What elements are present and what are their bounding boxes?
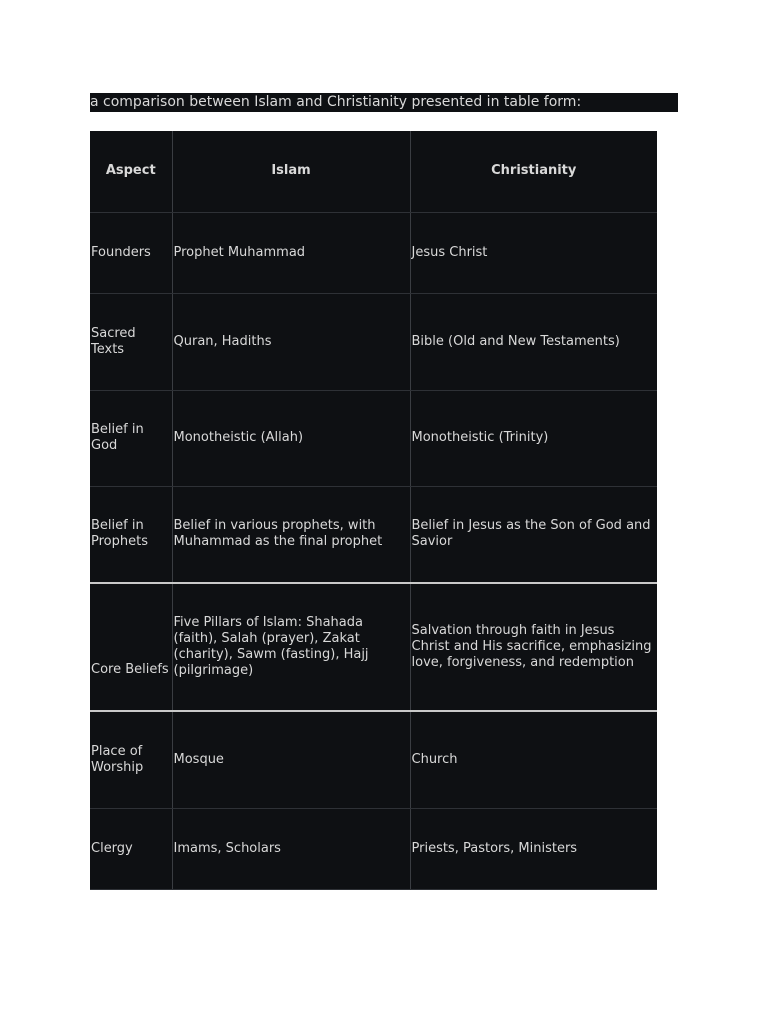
- cell-christianity: Jesus Christ: [410, 212, 657, 293]
- cell-islam: Mosque: [172, 711, 410, 808]
- cell-aspect: Core Beliefs: [90, 583, 172, 711]
- column-header-aspect: Aspect: [90, 131, 172, 212]
- table-row: [90, 808, 657, 889]
- cell-islam: Imams, Scholars: [172, 808, 410, 889]
- column-header-islam: Islam: [172, 131, 410, 212]
- table-row: [90, 486, 657, 583]
- cell-aspect: Clergy: [90, 808, 172, 889]
- table-row: [90, 711, 657, 808]
- cell-aspect: Founders: [90, 212, 172, 293]
- cell-christianity: Belief in Jesus as the Son of God and Savior: [410, 486, 657, 583]
- table-header-row: [90, 131, 657, 212]
- table-row: [90, 390, 657, 486]
- cell-aspect: Place of Worship: [90, 711, 172, 808]
- cell-christianity: Priests, Pastors, Ministers: [410, 808, 657, 889]
- cell-islam: Belief in various prophets, with Muhammad as the final prophet: [172, 486, 410, 583]
- table-row: [90, 293, 657, 390]
- cell-christianity: Bible (Old and New Testaments): [410, 293, 657, 390]
- cell-aspect: Belief in God: [90, 390, 172, 486]
- cell-islam: Quran, Hadiths: [172, 293, 410, 390]
- cell-aspect: Sacred Texts: [90, 293, 172, 390]
- cell-islam: Five Pillars of Islam: Shahada (faith), Salah (prayer), Zakat (charity), Sawm (fasting), Hajj (pilgrimage): [172, 583, 410, 711]
- cell-islam: Monotheistic (Allah): [172, 390, 410, 486]
- comparison-table: [90, 131, 657, 890]
- cell-aspect: Belief in Prophets: [90, 486, 172, 583]
- table-row: [90, 212, 657, 293]
- cell-islam: Prophet Muhammad: [172, 212, 410, 293]
- cell-christianity: Salvation through faith in Jesus Christ and His sacrifice, emphasizing love, forgiveness, and redemption: [410, 583, 657, 711]
- column-header-christianity: Christianity: [410, 131, 657, 212]
- table-row: [90, 583, 657, 711]
- cell-christianity: Monotheistic (Trinity): [410, 390, 657, 486]
- cell-christianity: Church: [410, 711, 657, 808]
- intro-text: a comparison between Islam and Christianity presented in table form:: [90, 93, 678, 112]
